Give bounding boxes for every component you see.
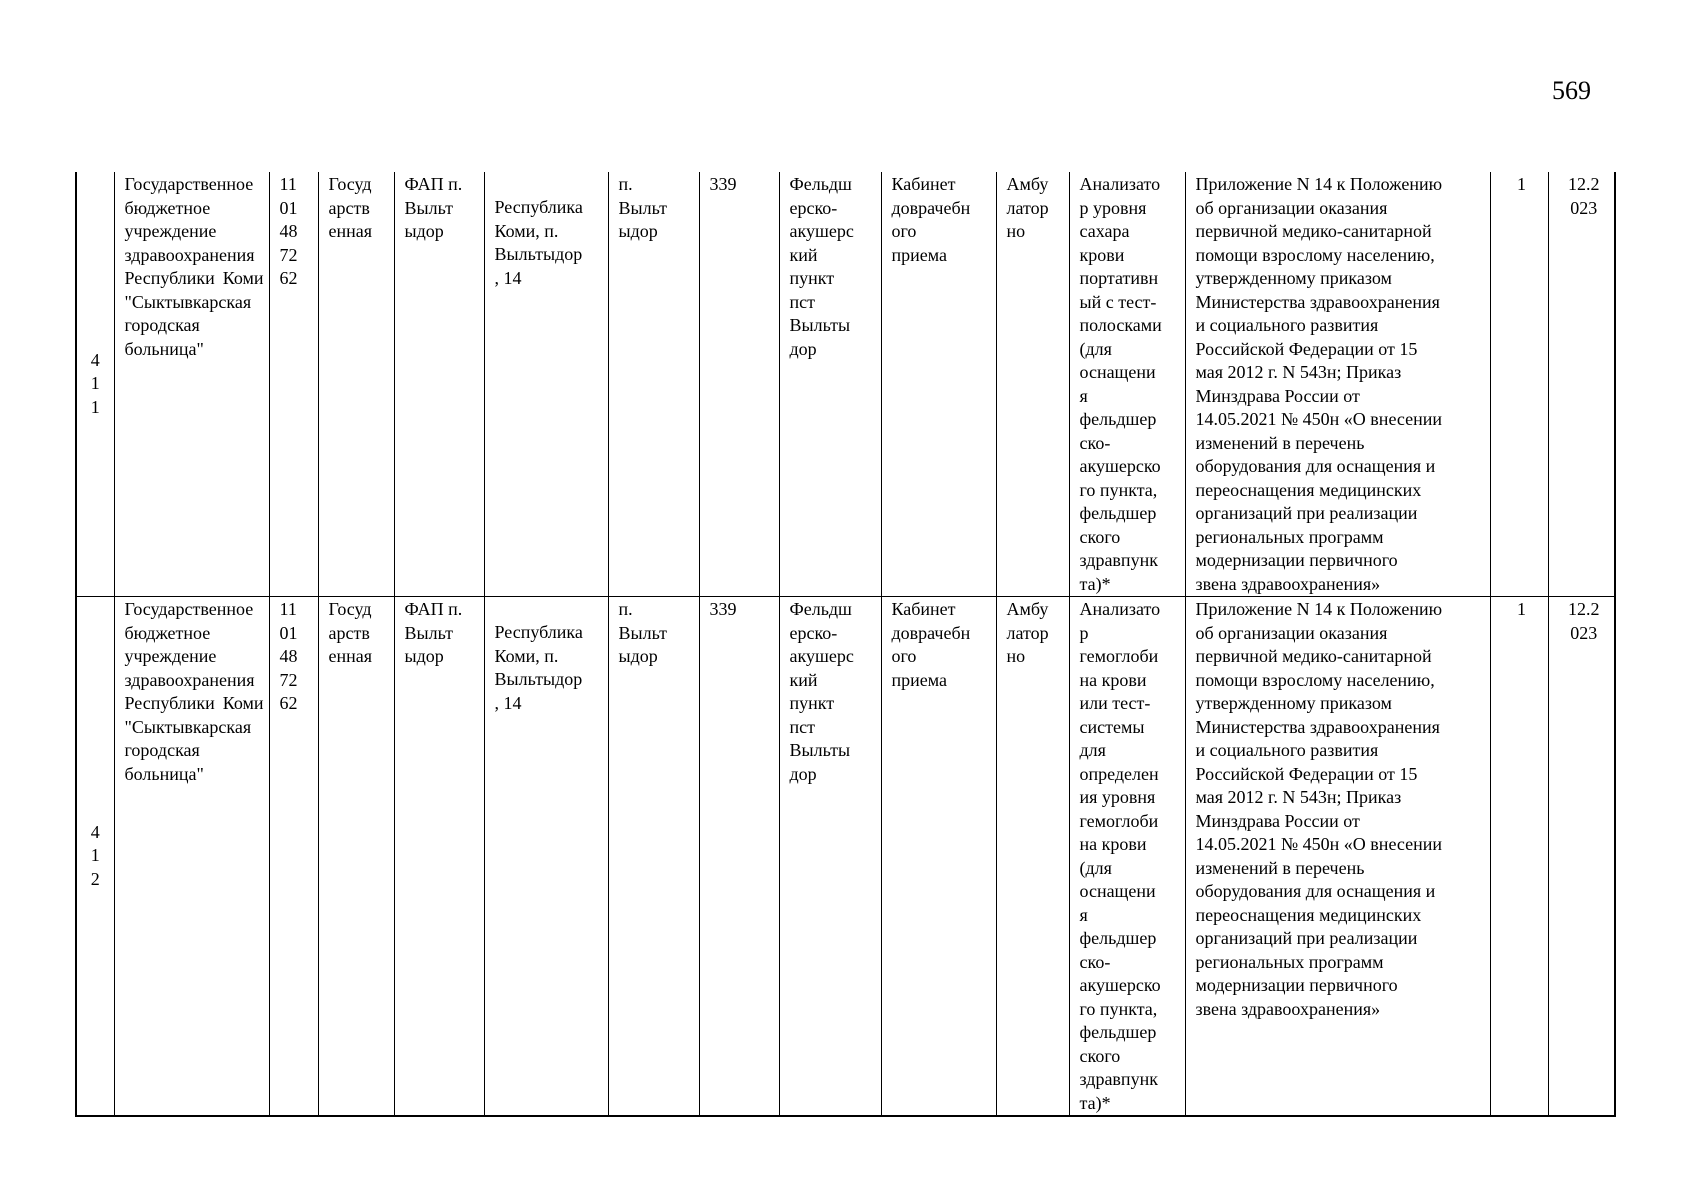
equipment-cell: Анализато р гемоглоби на крови или тест- системы для определен ия уровня гемоглоби на крови (для оснащени я фельдшер ско- акушерско го пункта, фельдшер ского здравпунк та)*	[1069, 597, 1185, 1117]
row-number-digit: 1	[90, 373, 100, 394]
care-type-cell: Амбу латор но	[996, 172, 1069, 597]
date-cell: 12.2 023	[1548, 597, 1615, 1117]
quantity-cell: 1	[1490, 597, 1548, 1117]
facility-cell: ФАП п. Выльт ыдор	[394, 172, 484, 597]
address-cell: Республика Коми, п. Выльтыдор , 14	[484, 172, 608, 597]
code-cell: 339	[699, 172, 779, 597]
row-number	[76, 172, 114, 597]
settlement-cell: п. Выльт ыдор	[608, 597, 699, 1117]
row-number	[76, 597, 114, 1117]
organization-cell: Государственное бюджетное учреждение здравоохранения Республики Коми "Сыктывкарская городская больница"	[114, 172, 269, 597]
ownership-cell: Госуд арств енная	[318, 597, 394, 1117]
row-number-digit: 2	[90, 868, 100, 889]
table-row	[76, 172, 1615, 597]
basis-cell: Приложение N 14 к Положению об организации оказания первичной медико-санитарной помощи взрослому населению, утвержденному приказом Министерства здравоохранения и социального развития Российской Федерации от 15 мая 2012 г. N 543н; Приказ Минздрава России от 14.05.2021 № 450н «О внесении изменений в перечень оборудования для оснащения и переоснащения медицинских организаций при реализации региональных программ модернизации первичного звена здравоохранения»	[1185, 172, 1490, 597]
settlement-cell: п. Выльт ыдор	[608, 172, 699, 597]
organization-cell: Государственное бюджетное учреждение здравоохранения Республики Коми "Сыктывкарская городская больница"	[114, 597, 269, 1117]
equipment-cell: Анализато р уровня сахара крови портативн ый с тест- полосками (для оснащени я фельдшер ско- акушерско го пункта, фельдшер ского здравпунк та)*	[1069, 172, 1185, 597]
date-cell: 12.2 023	[1548, 172, 1615, 597]
row-number-digit: 4	[90, 349, 100, 370]
care-type-cell: Амбу латор но	[996, 597, 1069, 1117]
inn-cell: 11 01 48 72 62	[269, 597, 318, 1117]
ownership-cell: Госуд арств енная	[318, 172, 394, 597]
quantity-cell: 1	[1490, 172, 1548, 597]
page-number: 569	[1552, 76, 1591, 105]
row-number-digit: 1	[90, 396, 100, 417]
room-cell: Кабинет доврачебн ого приема	[881, 597, 996, 1117]
inn-cell: 11 01 48 72 62	[269, 172, 318, 597]
table-row	[76, 597, 1615, 1117]
basis-cell: Приложение N 14 к Положению об организации оказания первичной медико-санитарной помощи взрослому населению, утвержденному приказом Министерства здравоохранения и социального развития Российской Федерации от 15 мая 2012 г. N 543н; Приказ Минздрава России от 14.05.2021 № 450н «О внесении изменений в перечень оборудования для оснащения и переоснащения медицинских организаций при реализации региональных программ модернизации первичного звена здравоохранения»	[1185, 597, 1490, 1117]
unit-cell: Фельдш ерско- акушерс кий пункт пст Выльты дор	[779, 597, 881, 1117]
unit-cell: Фельдш ерско- акушерс кий пункт пст Выльты дор	[779, 172, 881, 597]
address-cell: Республика Коми, п. Выльтыдор , 14	[484, 597, 608, 1117]
row-number-digit: 1	[90, 845, 100, 866]
row-number-digit: 4	[90, 821, 100, 842]
facility-cell: ФАП п. Выльт ыдор	[394, 597, 484, 1117]
room-cell: Кабинет доврачебн ого приема	[881, 172, 996, 597]
code-cell: 339	[699, 597, 779, 1117]
equipment-table	[75, 172, 1616, 1117]
